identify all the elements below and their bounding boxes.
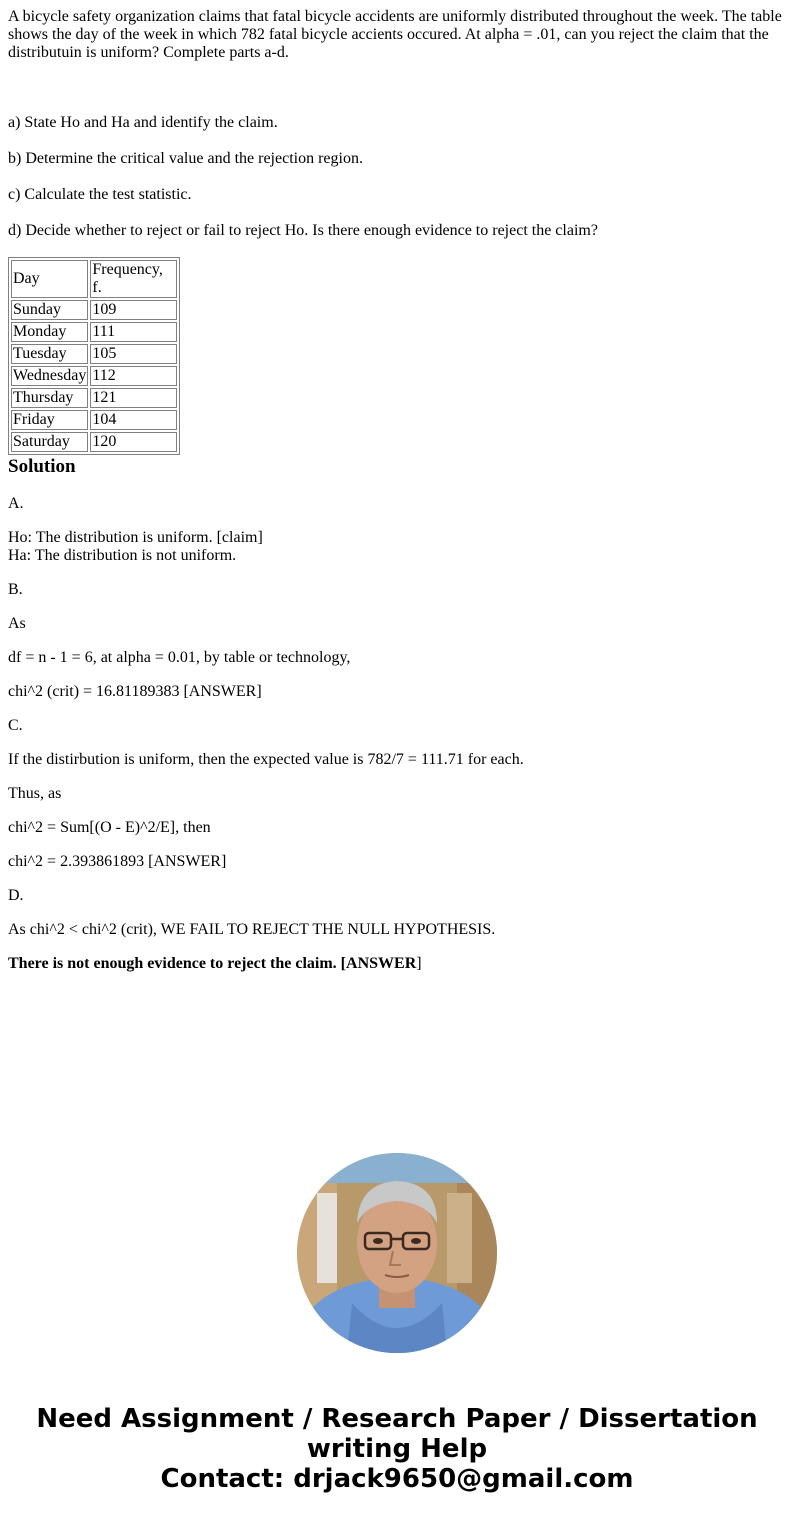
promo-contact: Contact: drjack9650@gmail.com (160, 1464, 634, 1494)
promo-banner (0, 1404, 794, 1494)
avatar-portrait (297, 1153, 497, 1353)
problem-statement: A bicycle safety organization claims that fatal bicycle accidents are uniformly distributed throughout the week. The table shows the day of the week in which 782 fatal bicycle accients occured. At alpha = .01, can you reject the claim that the distributuin is uniform? Complete parts a-d. (8, 8, 782, 61)
part-d: d) Decide whether to reject or fail to reject Ho. Is there enough evidence to reject the claim? (8, 222, 598, 239)
conclusion (8, 955, 422, 973)
part-b: b) Determine the critical value and the rejection region. (8, 150, 363, 167)
critical-value: chi^2 (crit) = 16.81189383 [ANSWER] (8, 683, 262, 700)
header-day: Day (11, 260, 88, 298)
frequency-cell: 120 (90, 432, 177, 452)
frequency-cell: 104 (90, 410, 177, 430)
avatar (297, 1153, 497, 1353)
section-b-label: B. (8, 581, 23, 598)
promo-line-2: writing Help (306, 1434, 488, 1464)
section-c-label: C. (8, 717, 23, 734)
day-cell: Tuesday (11, 344, 88, 364)
table-row (11, 410, 177, 430)
table-row (11, 344, 177, 364)
table-row (11, 322, 177, 342)
header-frequency: Frequency, f. (90, 260, 177, 298)
test-statistic: chi^2 = 2.393861893 [ANSWER] (8, 853, 227, 870)
frequency-cell: 112 (90, 366, 177, 386)
solution-heading: Solution (8, 456, 76, 477)
table-row (11, 432, 177, 452)
day-cell: Saturday (11, 432, 88, 452)
section-d-label: D. (8, 887, 24, 904)
frequency-cell: 111 (90, 322, 177, 342)
null-hypothesis: Ho: The distribution is uniform. [claim] (8, 529, 263, 546)
as-text: As (8, 615, 26, 632)
day-cell: Thursday (11, 388, 88, 408)
day-cell: Wednesday (13, 367, 87, 384)
table-row (11, 366, 177, 386)
frequency-cell: 105 (90, 344, 177, 364)
conclusion-tail: ] (416, 955, 422, 972)
day-cell: Monday (11, 322, 88, 342)
degrees-of-freedom: df = n - 1 = 6, at alpha = 0.01, by table or technology, (8, 649, 351, 666)
frequency-cell: 109 (90, 300, 177, 320)
thus-text: Thus, as (8, 785, 62, 802)
day-cell: Friday (11, 410, 88, 430)
frequency-cell: 121 (90, 388, 177, 408)
table-row (11, 388, 177, 408)
frequency-table (8, 257, 180, 455)
day-cell: Sunday (11, 300, 88, 320)
test-formula: chi^2 = Sum[(O - E)^2/E], then (8, 819, 211, 836)
table-header-row (11, 260, 177, 298)
part-a: a) State Ho and Ha and identify the claim. (8, 114, 278, 131)
decision: As chi^2 < chi^2 (crit), WE FAIL TO REJECT THE NULL HYPOTHESIS. (8, 921, 496, 938)
expected-value: If the distirbution is uniform, then the expected value is 782/7 = 111.71 for each. (8, 751, 524, 768)
alternative-hypothesis: Ha: The distribution is not uniform. (8, 547, 237, 564)
part-c: c) Calculate the test statistic. (8, 186, 192, 203)
conclusion-bold: There is not enough evidence to reject the claim. [ANSWER (8, 955, 417, 972)
section-a-label: A. (8, 495, 24, 512)
table-row (11, 300, 177, 320)
promo-line-1: Need Assignment / Research Paper / Dissertation (36, 1404, 758, 1434)
